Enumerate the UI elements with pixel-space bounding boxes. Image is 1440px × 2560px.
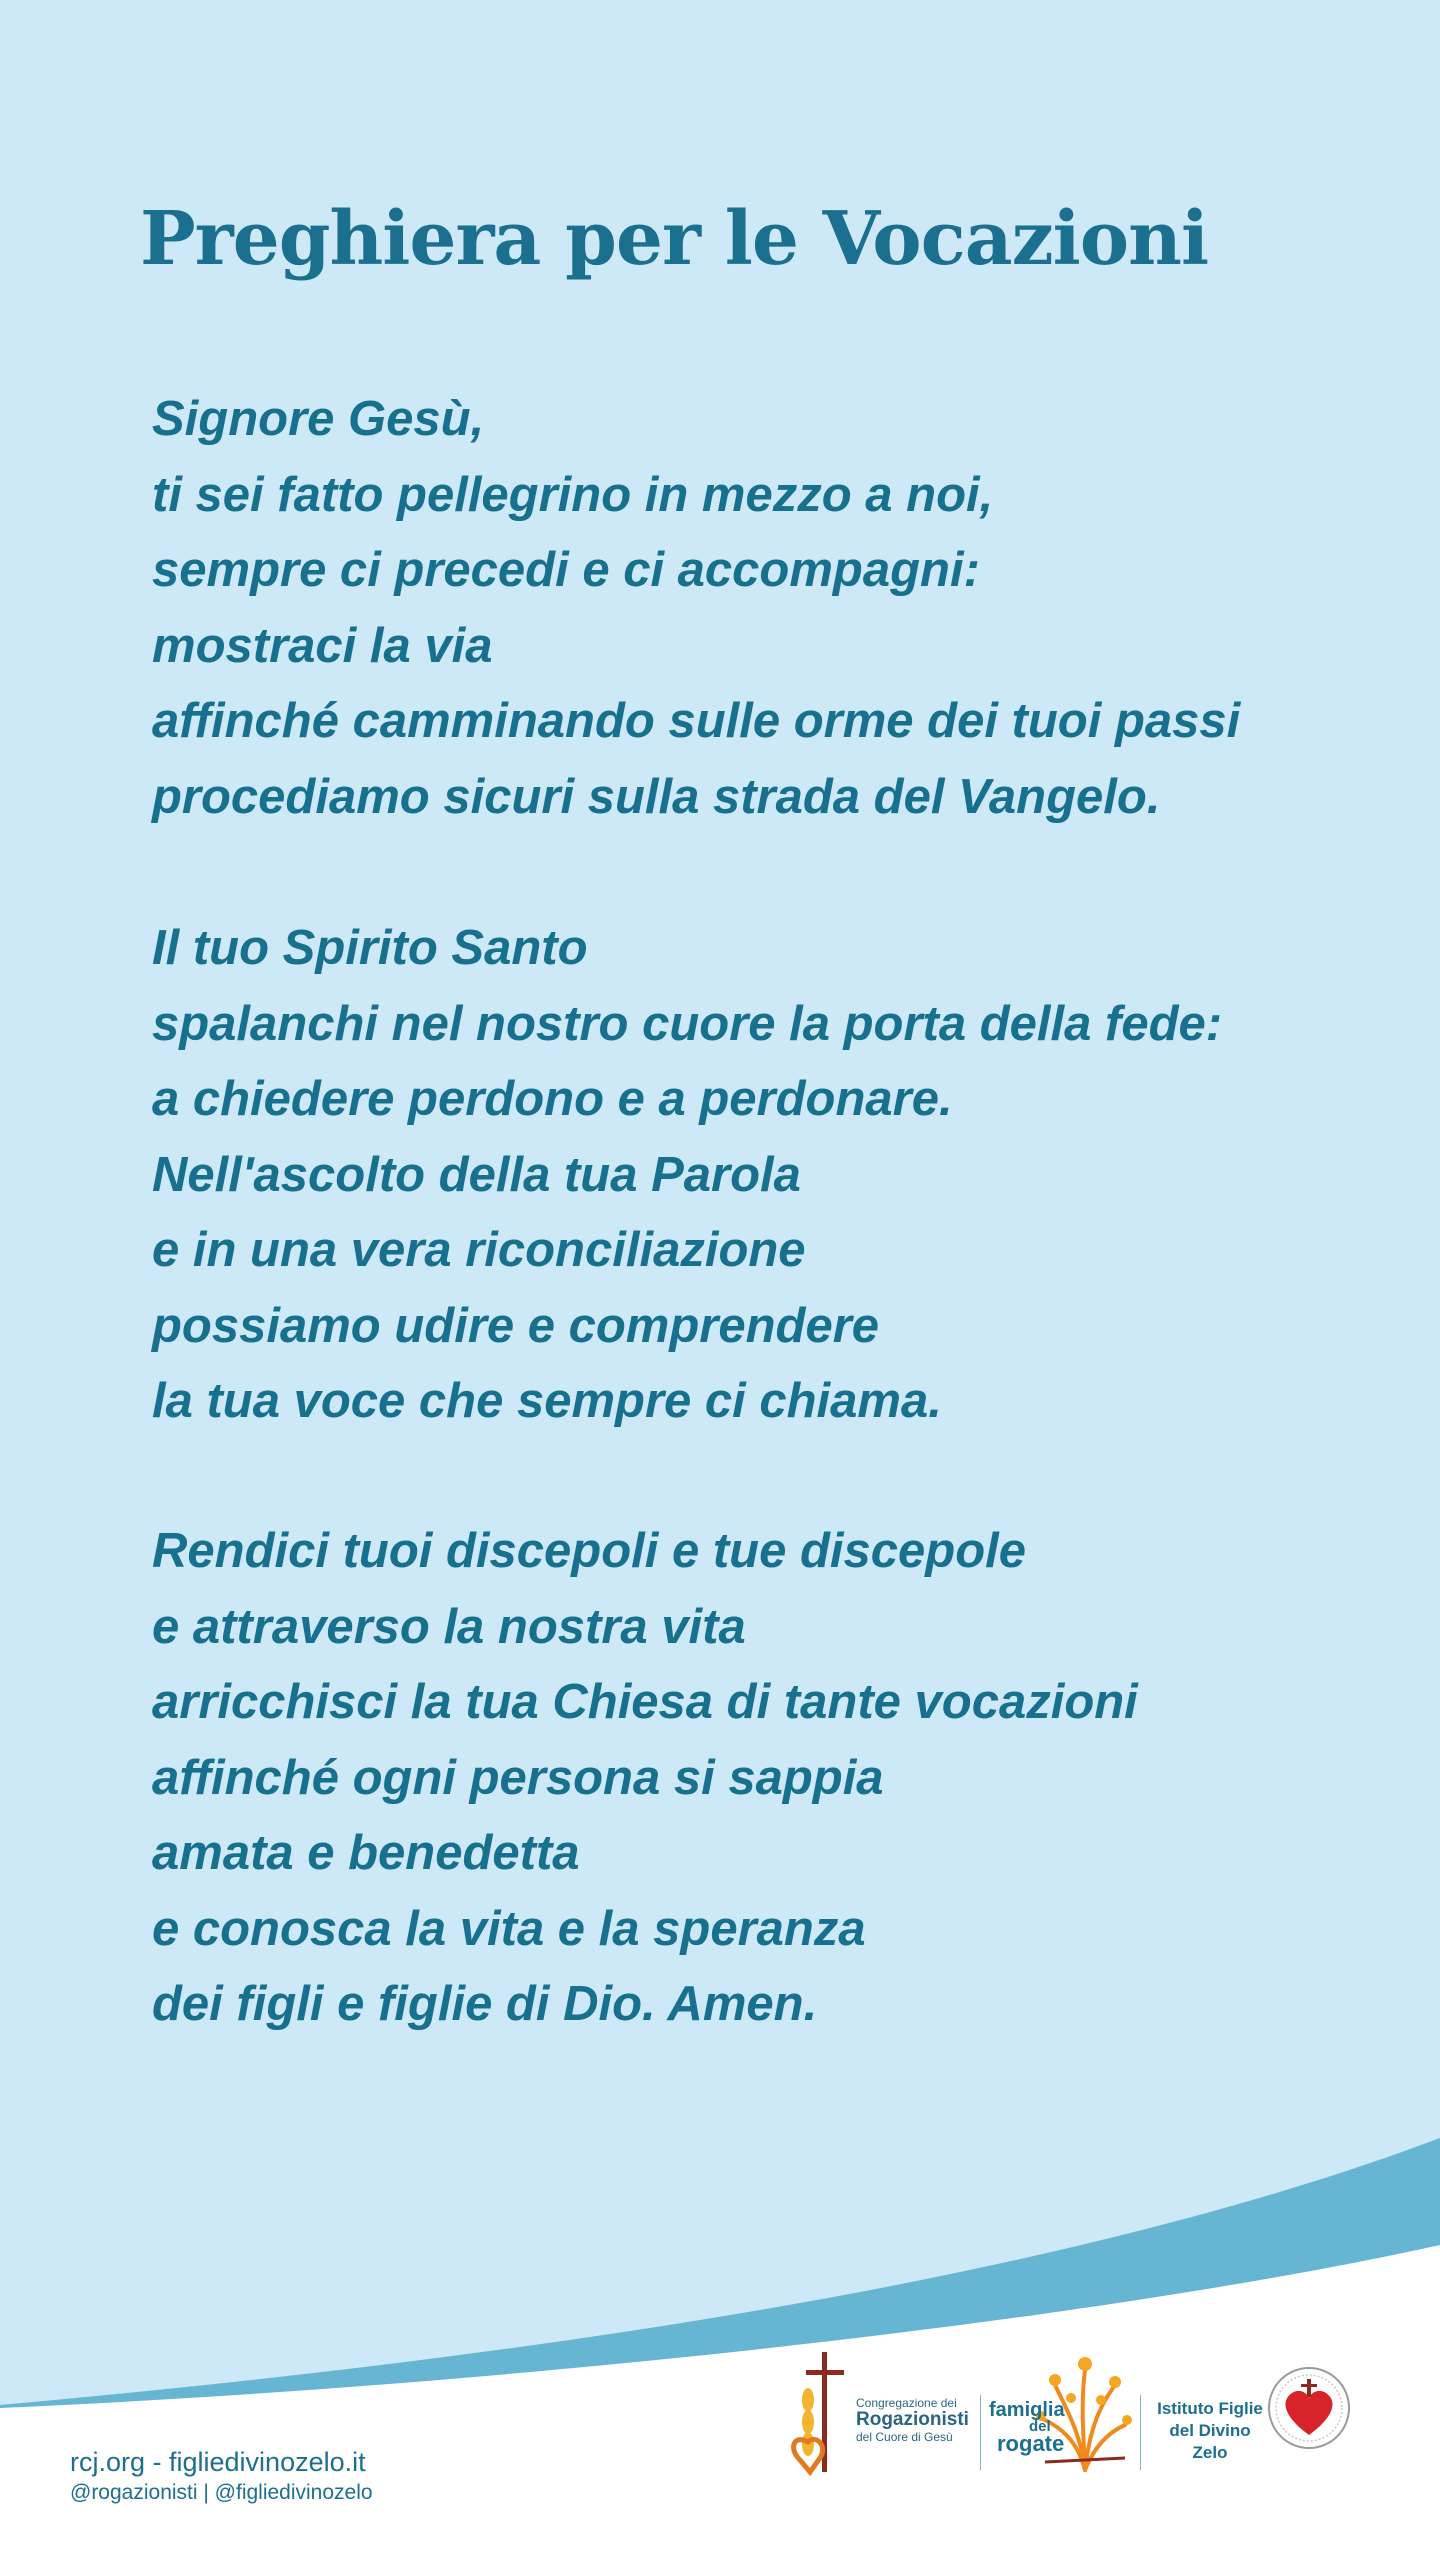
rogazionisti-line-1: Congregazione dei — [856, 2396, 957, 2410]
prayer-line: a chiedere perdono e a perdonare. — [152, 1072, 953, 1126]
prayer-line: ti sei fatto pellegrino in mezzo a noi, — [152, 467, 994, 522]
famiglia-line-1: famiglia — [989, 2399, 1065, 2421]
prayer-line: Signore Gesù, — [152, 392, 485, 446]
prayer-stanza-2 — [152, 911, 1222, 1440]
prayer-line: arricchisci la tua Chiesa di tante vocazioni — [152, 1675, 1138, 1729]
prayer-line: Il tuo Spirito Santo — [152, 921, 588, 975]
footer-links — [70, 2445, 373, 2507]
rogazionisti-line-3: del Cuore di Gesù — [856, 2430, 953, 2444]
rogazionisti-line-2: Rogazionisti — [856, 2409, 969, 2430]
prayer-line: e conosca la vita e la speranza — [152, 1901, 866, 1956]
prayer-line: Rendici tuoi discepoli e tue discepole — [152, 1524, 1027, 1578]
prayer-line: e attraverso la nostra vita — [152, 1599, 746, 1654]
rogazionisti-logo — [786, 2350, 969, 2480]
famiglia-wordmark — [989, 2400, 1065, 2454]
prayer-line: la tua voce che sempre ci chiama. — [152, 1374, 942, 1428]
logo-divider — [1140, 2395, 1141, 2470]
figlie-divino-zelo-wordmark: Istituto Figlie del Divino Zelo — [1157, 2399, 1263, 2462]
footer-social-handles: @rogazionisti | @figliedivinozelo — [70, 2481, 373, 2504]
prayer-line: affinché ogni persona si sappia — [152, 1750, 884, 1805]
prayer-line: sempre ci precedi e ci accompagni: — [152, 543, 980, 597]
logo-divider — [980, 2395, 981, 2470]
prayer-line: e in una vera riconciliazione — [152, 1223, 806, 1277]
footer-website-link[interactable]: rcj.org - figliedivinozelo.it — [70, 2447, 366, 2477]
famiglia-line-2: del — [1029, 2418, 1051, 2435]
prayer-line: spalanchi nel nostro cuore la porta della fede: — [152, 996, 1223, 1051]
prayer-line: procediamo sicuri sulla strada del Vangelo. — [152, 769, 1161, 824]
rogazionisti-wordmark — [856, 2396, 969, 2444]
prayer-line: mostraci la via — [152, 618, 493, 673]
prayer-line: affinché camminando sulle orme dei tuoi passi — [152, 694, 1241, 748]
heart-seal-icon — [1266, 2365, 1352, 2451]
page-title: Preghiera per le Vocazioni — [140, 196, 1209, 282]
prayer-line: amata e benedetta — [152, 1826, 580, 1880]
cross-wheat-icon — [786, 2350, 856, 2480]
prayer-line: possiamo udire e comprendere — [152, 1298, 880, 1353]
prayer-line: Nell'ascolto della tua Parola — [152, 1147, 801, 1202]
prayer-line: dei figli e figlie di Dio. Amen. — [152, 1977, 818, 2031]
famiglia-del-rogate-logo — [985, 2340, 1135, 2480]
famiglia-line-3: rogate — [997, 2431, 1065, 2456]
prayer-stanza-1 — [152, 382, 1240, 835]
prayer-stanza-3 — [152, 1514, 1138, 2043]
